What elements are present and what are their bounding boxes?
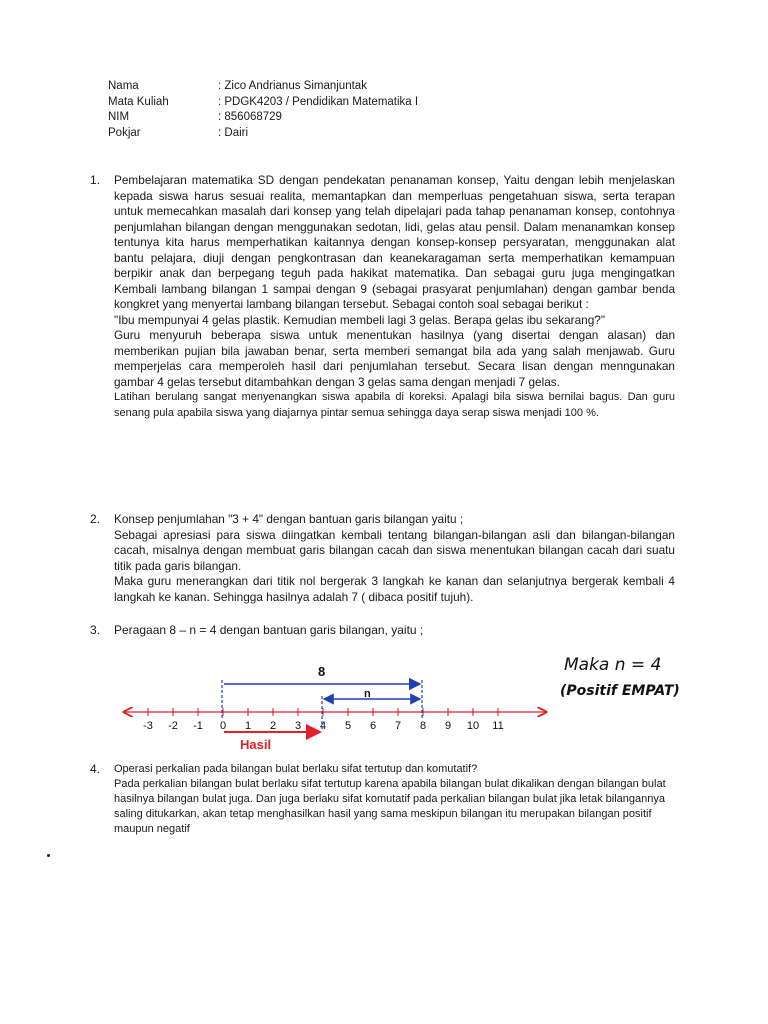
paragraph: Pada perkalian bilangan bulat berlaku sifat tertutup karena apabila bilangan bulat dikalikan dengan bilangan bulat hasilnya bilangan bulat juga. Dan juga berlaku sifat komutatif pada perkalian bilangan bulat jika letak bilangannya saling ditukarkan, akan tetap menghasilkan hasil yang sama meskipun bilangan itu merupakan bilangan positif maupun negatif	[114, 778, 666, 835]
answer-3-statement: Peragaan 8 – n = 4 dengan bantuan garis bilangan, yaitu ;	[114, 623, 424, 637]
tick-label: 6	[369, 720, 377, 732]
answer-body	[114, 512, 675, 605]
tick-label: 8	[419, 720, 427, 732]
answer-1	[90, 173, 675, 421]
paragraph: Konsep penjumlahan "3 + 4" dengan bantuan garis bilangan yaitu ;	[114, 512, 464, 526]
label-eight: 8	[318, 664, 326, 679]
tick-label: 7	[394, 720, 402, 732]
info-value: : Zico Andrianus Simanjuntak	[218, 80, 367, 92]
paragraph: Pembelajaran matematika SD dengan pendekatan penanaman konsep, Yaitu dengan lebih menjelaskan kepada siswa harus sesuai realita, memantapkan dan memperluas pengetahuan siswa, serta terapan untuk memecahkan masalah dari konsep yang telah dipelajari pada tahap penanaman konsep, contohnya penjumlahan bilangan dengan menggunakan sedotan, lidi, gelas atau pensil. Dalam menanamkan konsep tentunya kita harus memperhatikan kaitannya dengan konsep-konsep persyaratan, menggunakan alat bantu pelajara, diuji dengan pengkontrasan dan keanekaragaman serta memperhatikan kemampuan berpikir anak dan berpegang teguh pada hakikat matematika. Dan sebagai guru juga mengingatkan Kembali lambang bilangan 1 sampai dengan 9 (sebagai prasyarat penjumlahan) dengan gambar benda kongkret yang menyertai lambang bilangan tersebut. Sebagai contoh soal sebagai berikut :	[114, 173, 675, 311]
label-hasil: Hasil	[240, 737, 272, 752]
tick-label: 10	[466, 720, 480, 732]
answer-body	[114, 173, 675, 421]
tick-label: -1	[193, 720, 203, 732]
paragraph: Latihan berulang sangat menyenangkan siswa apabila di koreksi. Apalagi bila siswa bernilai bagus. Dan guru senang pula apabila siswa yang diajarnya pintar semua sehingga daya serap siswa menjadi 100 %.	[114, 391, 675, 419]
paragraph: Maka guru menerangkan dari titik nol bergerak 3 langkah ke kanan dan selanjutnya bergerak kembali 4 langkah ke kanan. Sehingga hasilnya adalah 7 ( dibaca positif tujuh).	[114, 574, 675, 604]
label-n: n	[364, 688, 371, 700]
note-result-line-2: (Positif EMPAT)	[560, 683, 680, 699]
tick-label: 5	[344, 720, 352, 732]
paragraph-example-question: "Ibu mempunyai 4 gelas plastik. Kemudian membeli lagi 3 gelas. Berapa gelas ibu sekarang?"	[114, 312, 606, 327]
tick-label: 9	[444, 720, 452, 732]
tick-label: -3	[143, 720, 153, 732]
answer-number: 3.	[90, 623, 101, 637]
tick-label: 4	[319, 720, 327, 732]
info-value: : PDGK4203 / Pendidikan Matematika I	[218, 95, 419, 108]
info-value: : Dairi	[218, 126, 249, 139]
number-line-diagram	[0, 640, 768, 770]
info-row-pokjar	[108, 126, 418, 142]
info-label: NIM	[108, 111, 130, 123]
answer-2	[90, 512, 675, 605]
info-label: Mata Kuliah	[108, 95, 169, 108]
answer-number: 4.	[90, 762, 101, 776]
answer-number: 2.	[90, 512, 101, 526]
student-info	[108, 79, 418, 141]
paragraph: Guru menyuruh beberapa siswa untuk menentukan hasilnya (yang disertai dengan alasan) dan memberikan pujian bila jawaban benar, serta memberi semangat bila ada yang salah menjawab. Guru memperjelas cara memperoleh hasil dari penjumlahan tersebut. Secara lisan dengan menngunakan gambar 4 gelas tersebut ditambahkan dengan 3 gelas sama dengan menjadi 7 gelas.	[114, 328, 675, 389]
paragraph-question: Operasi perkalian pada bilangan bulat berlaku sifat tertutup dan komutatif?	[114, 763, 478, 775]
info-row-mata-kuliah	[108, 95, 418, 111]
answer-4	[90, 762, 675, 837]
info-value: : 856068729	[218, 111, 282, 123]
info-label: Nama	[108, 80, 139, 92]
note-result-line-1: Maka n = 4	[564, 655, 662, 675]
info-label: Pokjar	[108, 126, 141, 139]
tick-label: 11	[492, 720, 504, 732]
tick-label: 2	[269, 720, 277, 732]
paragraph: Sebagai apresiasi para siswa diingatkan kembali tentang bilangan-bilangan asli dan bilangan-bilangan cacah, misalnya dengan membuat garis bilangan cacah dan siswa menentukan bilangan cacah dari suatu titik pada garis bilangan.	[114, 527, 675, 573]
scan-speck	[47, 854, 50, 857]
answer-body	[114, 762, 675, 837]
info-row-nim	[108, 110, 418, 126]
tick-label: 1	[244, 720, 252, 732]
info-row-nama	[108, 79, 418, 95]
answer-number: 1.	[90, 173, 101, 187]
tick-label: 3	[294, 720, 302, 732]
tick-label: -2	[168, 720, 178, 732]
tick-label: 0	[219, 720, 227, 732]
